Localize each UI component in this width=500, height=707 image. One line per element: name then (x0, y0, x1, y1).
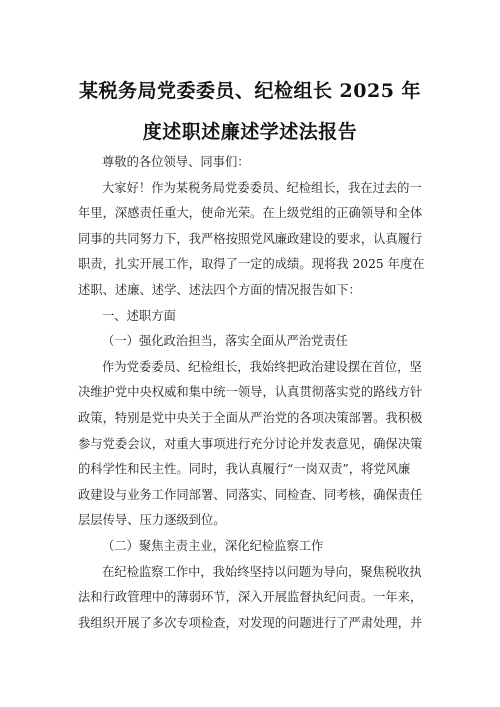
body-line: 大家好！作为某税务局党委委员、纪检组长，我在过去的一 (102, 180, 422, 195)
body-line: 在纪检监察工作中，我始终坚持以问题为导向，聚焦税收执 (102, 564, 422, 579)
body-line: （二）聚焦主责主业，深化纪检监察工作 (102, 538, 324, 553)
body-line: 层层传导、压力逐级到位。 (78, 513, 226, 528)
body-line: 职责，扎实开展工作，取得了一定的成绩。现将我 2025 年度在 (78, 257, 425, 272)
body-line: 政建设与业务工作同部署、同落实、同检查、同考核，确保责任 (78, 487, 423, 502)
body-line: 决维护党中央权威和集中统一领导，认真贯彻落实党的路线方针 (78, 385, 423, 400)
body-line: 我组织开展了多次专项检查，对发现的问题进行了严肃处理，并 (78, 615, 423, 630)
body-line: 法和行政管理中的薄弱环节，深入开展监督执纪问责。一年来， (78, 590, 423, 605)
document-title-line-2: 度述职述廉述学述法报告 (142, 121, 358, 143)
body-line: 年里，深感责任重大，使命光荣。在上级党组的正确领导和全体 (78, 206, 423, 221)
document-body (78, 150, 428, 636)
body-line: （一）强化政治担当，落实全面从严治党责任 (102, 334, 348, 349)
body-line: 参与党委会议，对重大事项进行充分讨论并发表意见，确保决策 (78, 436, 423, 451)
body-line: 述职、述廉、述学、述法四个方面的情况报告如下： (78, 282, 361, 297)
body-line: 同事的共同努力下，我严格按照党风廉政建设的要求，认真履行 (78, 231, 423, 246)
document-title-line-1: 某税务局党委委员、纪检组长 2025 年 (78, 80, 422, 102)
body-line: 的科学性和民主性。同时，我认真履行“一岗双责”，将党风廉 (78, 462, 411, 477)
body-line: 一、述职方面 (102, 308, 176, 323)
body-line: 尊敬的各位领导、同事们： (102, 155, 250, 169)
body-line: 政策，特别是党中央关于全面从严治党的各项决策部署。我积极 (78, 410, 423, 425)
body-line: 作为党委委员、纪检组长，我始终把政治建设摆在首位，坚 (102, 359, 422, 374)
